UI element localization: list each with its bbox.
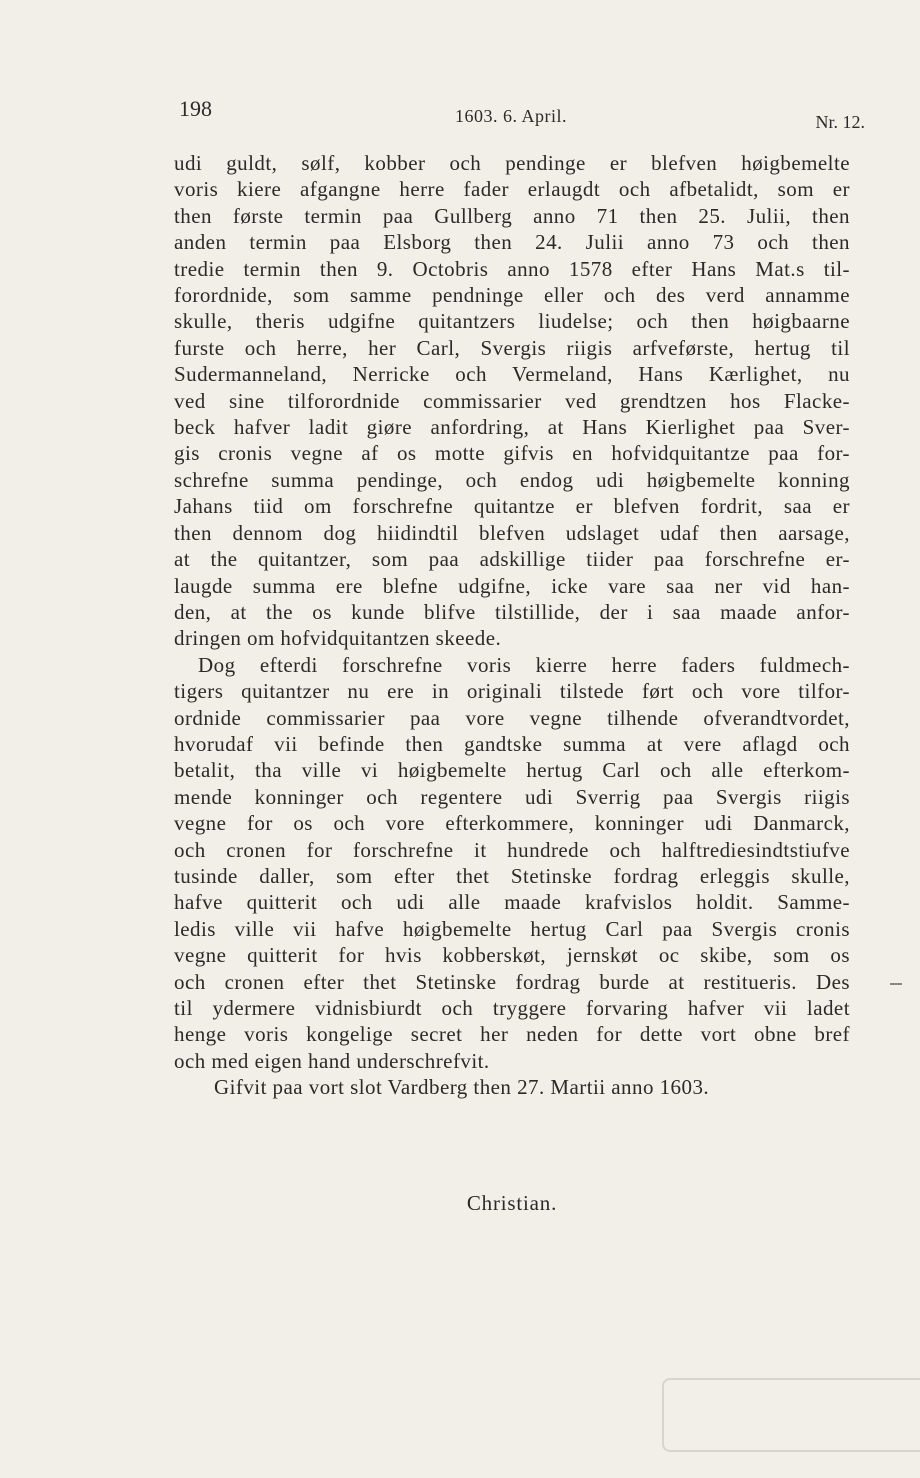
signature: Christian. [466, 1191, 558, 1215]
text-line: vegne for os och vore efterkommere, konninger udi Danmarck, [174, 811, 850, 836]
text-line: furste och herre, her Carl, Svergis riigis arfveførste, hertug til [174, 335, 850, 360]
text-line: och cronen for forschrefne it hundrede och halftrediesindtstiufve [174, 837, 850, 862]
margin-mark [890, 983, 902, 985]
text-line-paragraph-start: Dog efterdi forschrefne voris kierre herre faders fuldmech- [198, 652, 850, 677]
text-line: ledis ville vii hafve høigbemelte hertug Carl paa Svergis cronis [174, 916, 850, 941]
text-line: henge voris kongelige secret her neden for dette vort obne bref [174, 1022, 850, 1047]
text-line: betalit, tha ville vi høigbemelte hertug Carl och alle efterkom- [174, 758, 850, 783]
text-line: udi guldt, sølf, kobber och pendinge er blefven høigbemelte [174, 151, 850, 175]
dating-line: Gifvit paa vort slot Vardberg then 27. Martii anno 1603. [214, 1075, 710, 1100]
text-line: then første termin paa Gullberg anno 71 then 25. Julii, then [174, 203, 850, 228]
text-line: ved sine tilforordnide commissarier ved grendtzen hos Flacke- [174, 388, 850, 413]
text-line: anden termin paa Elsborg then 24. Julii anno 73 och then [174, 230, 850, 255]
text-line: forordnide, som samme pendninge eller och des verd annamme [174, 283, 850, 308]
text-line: tigers quitantzer nu ere in originali tilstede ført och vore tilfor- [174, 679, 850, 704]
text-line: den, at the os kunde blifve tilstillide, der i saa maade anfor- [174, 599, 850, 624]
text-line: beck hafver ladit giøre anfordring, at Hans Kierlighet paa Sver- [174, 415, 850, 440]
document-body [174, 150, 850, 1101]
text-line: til ydermere vidnisbiurdt och tryggere forvaring hafver vii ladet [174, 996, 850, 1020]
text-line: laugde summa ere blefne udgifne, icke vare saa ner vid han- [174, 573, 850, 598]
text-line: skulle, theris udgifne quitantzers liudelse; och then høigbaarne [174, 309, 850, 334]
text-line: vegne quitterit for hvis kobberskøt, jernskøt oc skibe, som os [174, 943, 850, 968]
text-line: at the quitantzer, som paa adskillige tiider paa forschrefne er- [174, 547, 850, 572]
document-number: Nr. 12. [815, 112, 865, 132]
text-line: mende konninger och regentere udi Sverrig paa Svergis riigis [174, 784, 850, 809]
page-number: 198 [179, 96, 212, 121]
text-line: gis cronis vegne af os motte gifvis en hofvidquitantze paa for- [174, 441, 850, 466]
page-edge-artifact [662, 1378, 920, 1452]
text-line: then dennom dog hiidindtil blefven udslaget udaf then aarsage, [174, 520, 850, 545]
text-line: schrefne summa pendinge, och endog udi høigbemelte konning [174, 467, 850, 492]
header-date: 1603. 6. April. [455, 106, 568, 126]
text-line: hafve quitterit och udi alle maade krafvislos holdit. Samme- [174, 890, 850, 915]
text-line: och cronen efter thet Stetinske fordrag burde at restitueris. Des [174, 969, 850, 994]
text-line: dringen om hofvidquitantzen skeede. [174, 626, 502, 651]
page-header [175, 96, 865, 136]
text-line: ordnide commissarier paa vore vegne tilhende ofverandtvordet, [174, 705, 850, 730]
text-line: tusinde daller, som efter thet Stetinske fordrag erleggis skulle, [174, 863, 850, 888]
text-line: tredie termin then 9. Octobris anno 1578 efter Hans Mat.s til- [174, 256, 850, 281]
text-line: hvorudaf vii befinde then gandtske summa at vere aflagd och [174, 731, 850, 756]
text-line: Jahans tiid om forschrefne quitantze er blefven fordrit, saa er [174, 494, 850, 519]
text-line: Sudermanneland, Nerricke och Vermeland, Hans Kærlighet, nu [174, 362, 850, 387]
text-line: voris kiere afgangne herre fader erlaugdt och afbetalidt, som er [174, 177, 850, 202]
text-line: och med eigen hand underschrefvit. [174, 1048, 490, 1073]
